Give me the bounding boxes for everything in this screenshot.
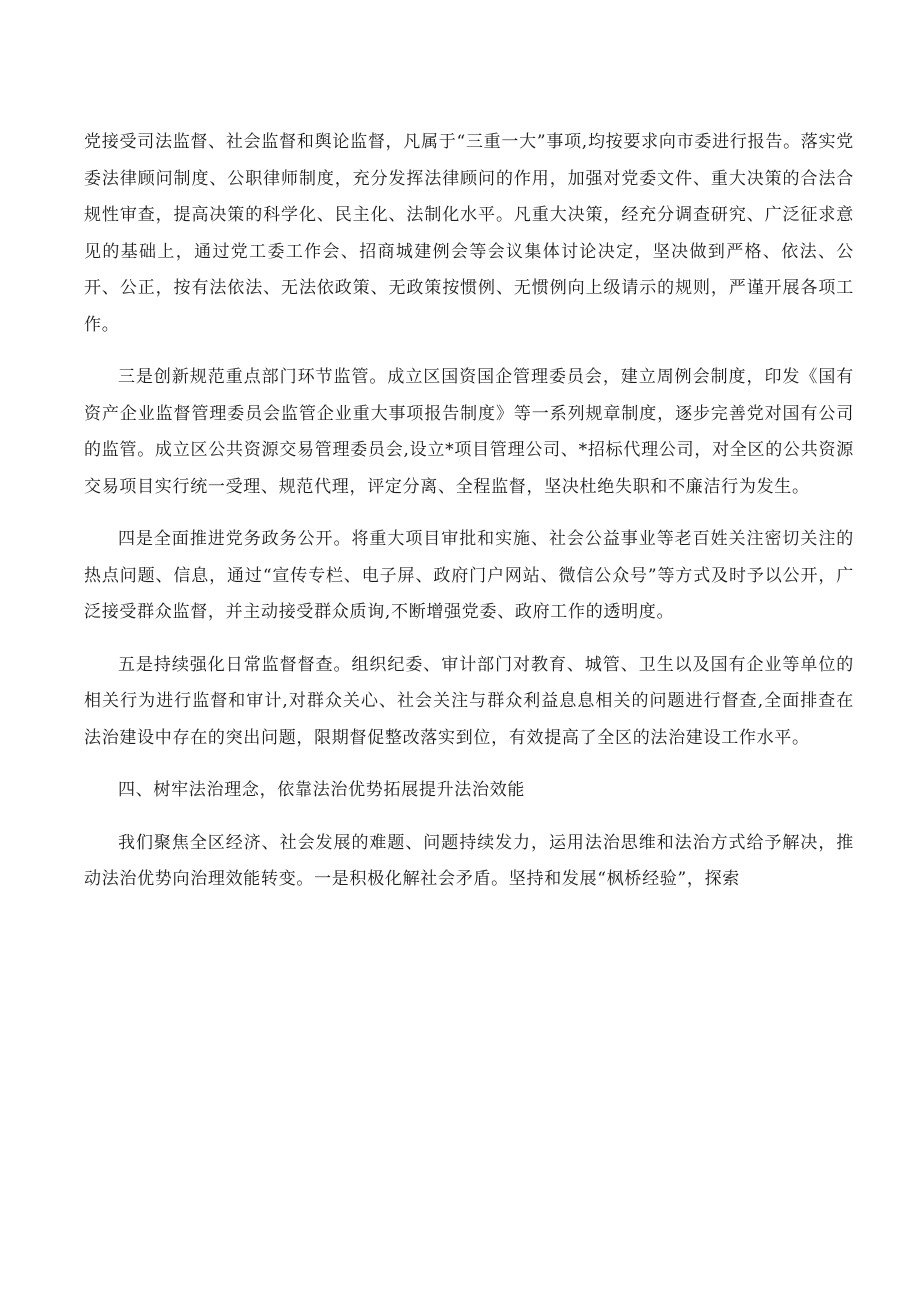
paragraph-1: 党接受司法监督、社会监督和舆论监督，凡属于“三重一大”事项,均按要求向市委进行报告。落实党委法律顾问制度、公职律师制度，充分发挥法律顾问的作用，加强对党委文件、重大决策的合法合规性审查，提高决策的科学化、民主化、法制化水平。凡重大决策，经充分调查研究、广泛征求意见的基础上，通过党工委工作会、招商城建例会等会议集体讨论决定，坚决做到严格、依法、公开、公正，按有法依法、无法依政策、无政策按惯例、无惯例向上级请示的规则，严谨开展各项工作。 (84, 132, 854, 335)
section-heading: 四、树牢法治理念，依靠法治优势拓展提升法治效能 (118, 780, 526, 800)
paragraph-6: 我们聚焦全区经济、社会发展的难题、问题持续发力，运用法治思维和法治方式给予解决，推动法治优势向治理效能转变。一是积极化解社会矛盾。坚持和发展“枫桥经验”，探索 (84, 832, 854, 889)
paragraph-2: 三是创新规范重点部门环节监管。成立区国资国企管理委员会，建立周例会制度，印发《国有资产企业监督管理委员会监管企业重大事项报告制度》等一系列规章制度，逐步完善党对国有公司的监管。成立区公共资源交易管理委员会,设立*项目管理公司、*招标代理公司，对全区的公共资源交易项目实行统一受理、规范代理，评定分离、全程监督，坚决杜绝失职和不廉洁行为发生。 (84, 367, 854, 497)
document-body (84, 124, 854, 914)
paragraph-3: 四是全面推进党务政务公开。将重大项目审批和实施、社会公益事业等老百姓关注密切关注的热点问题、信息，通过“宣传专栏、电子屏、政府门户网站、微信公众号”等方式及时予以公开，广泛接受群众监督，并主动接受群众质询,不断增强党委、政府工作的透明度。 (84, 529, 854, 622)
paragraph-4: 五是持续强化日常监督督查。组织纪委、审计部门对教育、城管、卫生以及国有企业等单位的相关行为进行监督和审计,对群众关心、社会关注与群众利益息息相关的问题进行督查,全面排查在法治建设中存在的突出问题，限期督促整改落实到位，有效提高了全区的法治建设工作水平。 (84, 654, 854, 748)
